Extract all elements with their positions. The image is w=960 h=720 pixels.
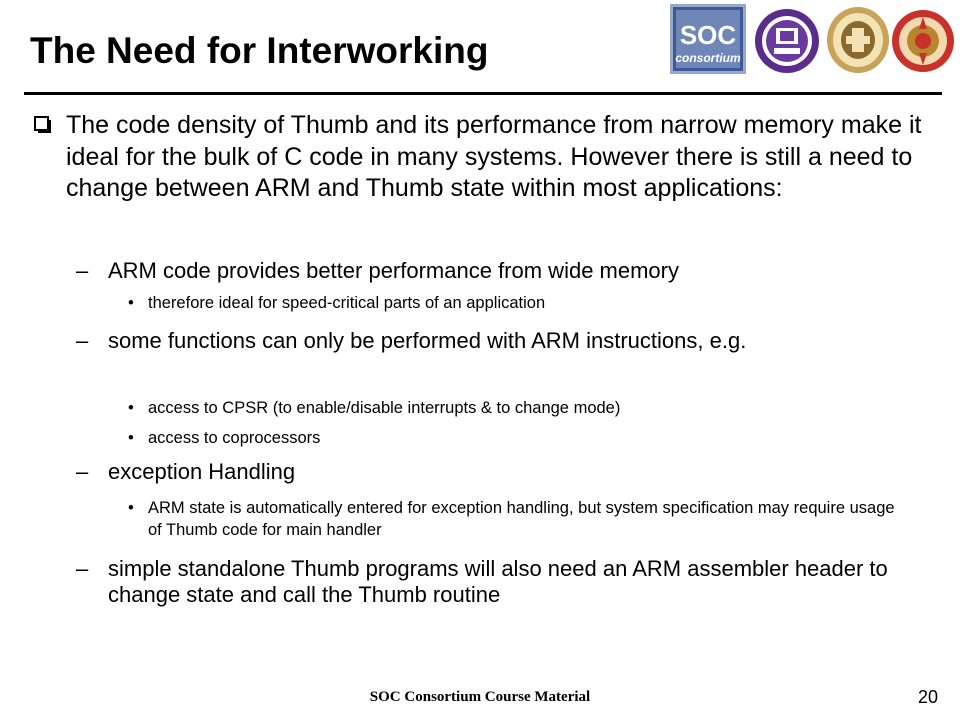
dot-marker: • <box>128 399 134 417</box>
page-number: 20 <box>917 687 938 707</box>
soc-logo-text: SOC <box>679 20 737 50</box>
footer-text: SOC Consortium Course Material <box>369 689 591 705</box>
detail-2-2-text: access to coprocessors <box>148 429 321 447</box>
main-bullet-text: The code density of Thumb and its performance from narrow memory make it ideal for the bulk of C code in many systems. However there is still a need to change between ARM and Thumb state within most applications: <box>66 111 922 202</box>
slide-title: The Need for Interworking <box>30 30 489 71</box>
dot-marker: • <box>128 294 134 312</box>
detail-3-1-text: ARM state is automatically entered for exception handling, but system specification may require usage of Thumb code for main handler <box>148 499 895 539</box>
detail-2-1-text: access to CPSR (to enable/disable interrupts & to change mode) <box>148 399 621 417</box>
sub-point-2-text: some functions can only be performed with ARM instructions, e.g. <box>108 328 747 353</box>
detail-1-1-text: therefore ideal for speed-critical parts of an application <box>148 294 546 312</box>
sub-point-4-text: simple standalone Thumb programs will also need an ARM assembler header to change state and call the Thumb routine <box>108 556 888 607</box>
dash-marker: – <box>76 328 89 353</box>
sub-point-1-text: ARM code provides better performance from wide memory <box>108 258 679 283</box>
dot-marker: • <box>128 429 134 447</box>
dot-marker: • <box>128 499 134 517</box>
checkbox-bullet-icon <box>34 116 51 133</box>
sub-point-3-text: exception Handling <box>108 459 296 484</box>
dash-marker: – <box>76 258 89 283</box>
dash-marker: – <box>76 459 89 484</box>
dash-marker: – <box>76 556 89 581</box>
soc-logo-subtext: consortium <box>675 51 741 65</box>
